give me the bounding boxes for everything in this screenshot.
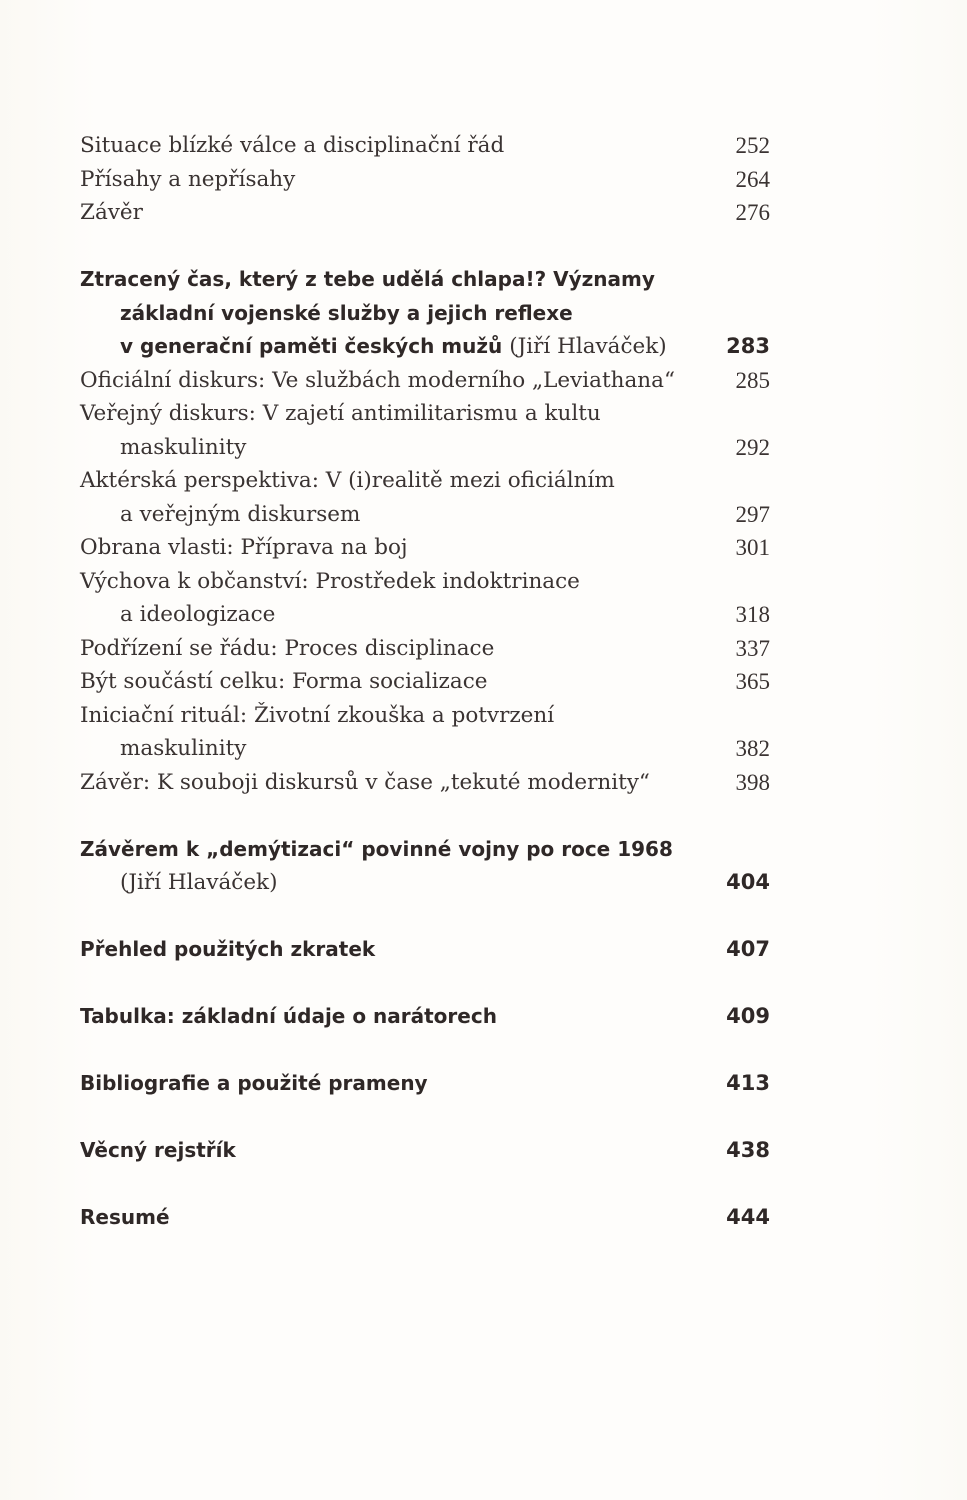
toc-page-number: 365: [735, 669, 770, 694]
section-gap: [80, 1168, 770, 1202]
section-gap: [80, 900, 770, 934]
toc-entry-title: Závěr: [80, 200, 143, 225]
toc-page-number: 285: [735, 367, 770, 393]
toc-entry: [80, 632, 770, 666]
toc-chapter-heading: [80, 866, 770, 900]
toc-page-number: 252: [735, 133, 770, 158]
toc-entry: [80, 397, 770, 431]
toc-page-number: 301: [735, 535, 770, 560]
toc-entry-title: maskulinity: [120, 736, 247, 761]
chapter-title: Tabulka: základní údaje o narátorech: [80, 1004, 497, 1028]
section-gap: [80, 230, 770, 264]
toc-entry: [80, 163, 770, 197]
toc-page-number: 382: [735, 736, 770, 761]
toc-entry-title: Přísahy a nepřísahy: [80, 166, 296, 192]
toc-chapter-heading: [80, 1134, 770, 1168]
toc-page-number: 292: [735, 434, 770, 460]
toc-page-number: 276: [735, 200, 770, 225]
section-gap: [80, 799, 770, 833]
toc-entry-title: Aktérská perspektiva: V (i)realitě mezi oficiálním: [80, 468, 615, 493]
toc-page-number: 409: [726, 1004, 770, 1028]
chapter-title: Věcný rejstřík: [80, 1138, 236, 1162]
toc-entry: [80, 699, 770, 733]
chapter-author: (Jiří Hlaváček): [509, 334, 667, 359]
toc-entry-title: a ideologizace: [120, 602, 276, 627]
toc-entry: [80, 431, 770, 465]
toc-chapter-heading: [80, 330, 770, 364]
toc-page-number: 337: [735, 635, 770, 661]
toc-entry: [80, 464, 770, 498]
toc-entry-title: Situace blízké válce a disciplinační řád: [80, 133, 505, 158]
section-gap: [80, 967, 770, 1001]
toc-entry-title: Být součástí celku: Forma socializace: [80, 669, 488, 694]
toc-entry: [80, 196, 770, 230]
toc-entry-title: Podřízení se řádu: Proces disciplinace: [80, 635, 495, 661]
toc-chapter-heading: [80, 933, 770, 967]
toc-chapter-heading: [80, 833, 770, 867]
chapter-title: Resumé: [80, 1205, 170, 1229]
toc-entry: [80, 129, 770, 163]
toc-entry-title: Výchova k občanství: Prostředek indoktrinace: [80, 568, 580, 594]
chapter-title-line: základní vojenské služby a jejich reflexe: [120, 300, 573, 325]
toc-entry-title: Závěr: K souboji diskursů v čase „tekuté modernity“: [80, 769, 650, 795]
chapter-title-line: Ztracený čas, který z tebe udělá chlapa!? Významy: [80, 267, 655, 291]
toc-entry: [80, 531, 770, 565]
toc-entry: [80, 732, 770, 766]
toc-page-number: 318: [735, 602, 770, 627]
toc-entry-title: Veřejný diskurs: V zajetí antimilitarismu a kultu: [80, 401, 601, 426]
toc-page-number: 297: [735, 501, 770, 527]
toc-page-number: 438: [726, 1138, 770, 1162]
toc-page-number: 413: [726, 1071, 770, 1095]
toc-chapter-heading: [80, 1000, 770, 1034]
toc-entry: [80, 598, 770, 632]
toc-entry-title: Oficiální diskurs: Ve službách moderního „Leviathana“: [80, 367, 675, 393]
toc-chapter-heading: [80, 297, 770, 331]
section-gap: [80, 1034, 770, 1068]
toc-entry: [80, 364, 770, 398]
chapter-title-line: Závěrem k „demýtizaci“ povinné vojny po roce 1968: [80, 836, 673, 861]
toc-page-number: 404: [726, 870, 770, 894]
toc-chapter-heading: [80, 1067, 770, 1101]
toc-entry-title: Obrana vlasti: Příprava na boj: [80, 535, 408, 560]
toc-page-number: 264: [735, 166, 770, 192]
chapter-author: (Jiří Hlaváček): [120, 870, 278, 895]
section-gap: [80, 1101, 770, 1135]
toc-entry-title: maskulinity: [120, 434, 247, 460]
toc-entry: [80, 498, 770, 532]
chapter-title: Bibliografie a použité prameny: [80, 1071, 428, 1095]
toc-page-number: 283: [726, 334, 770, 358]
toc-page-number: 444: [726, 1205, 770, 1229]
toc-chapter-heading: [80, 1201, 770, 1235]
table-of-contents: [80, 129, 770, 1235]
toc-entry-title: Iniciační rituál: Životní zkouška a potvrzení: [80, 702, 555, 728]
toc-page-number: 398: [735, 769, 770, 795]
toc-entry: [80, 665, 770, 699]
chapter-title-line: v generační paměti českých mužů: [120, 334, 503, 358]
toc-entry: [80, 766, 770, 800]
toc-entry-title: a veřejným diskursem: [120, 501, 361, 527]
chapter-title: Přehled použitých zkratek: [80, 937, 376, 961]
toc-entry: [80, 565, 770, 599]
toc-chapter-heading: [80, 263, 770, 297]
toc-page-number: 407: [726, 937, 770, 961]
